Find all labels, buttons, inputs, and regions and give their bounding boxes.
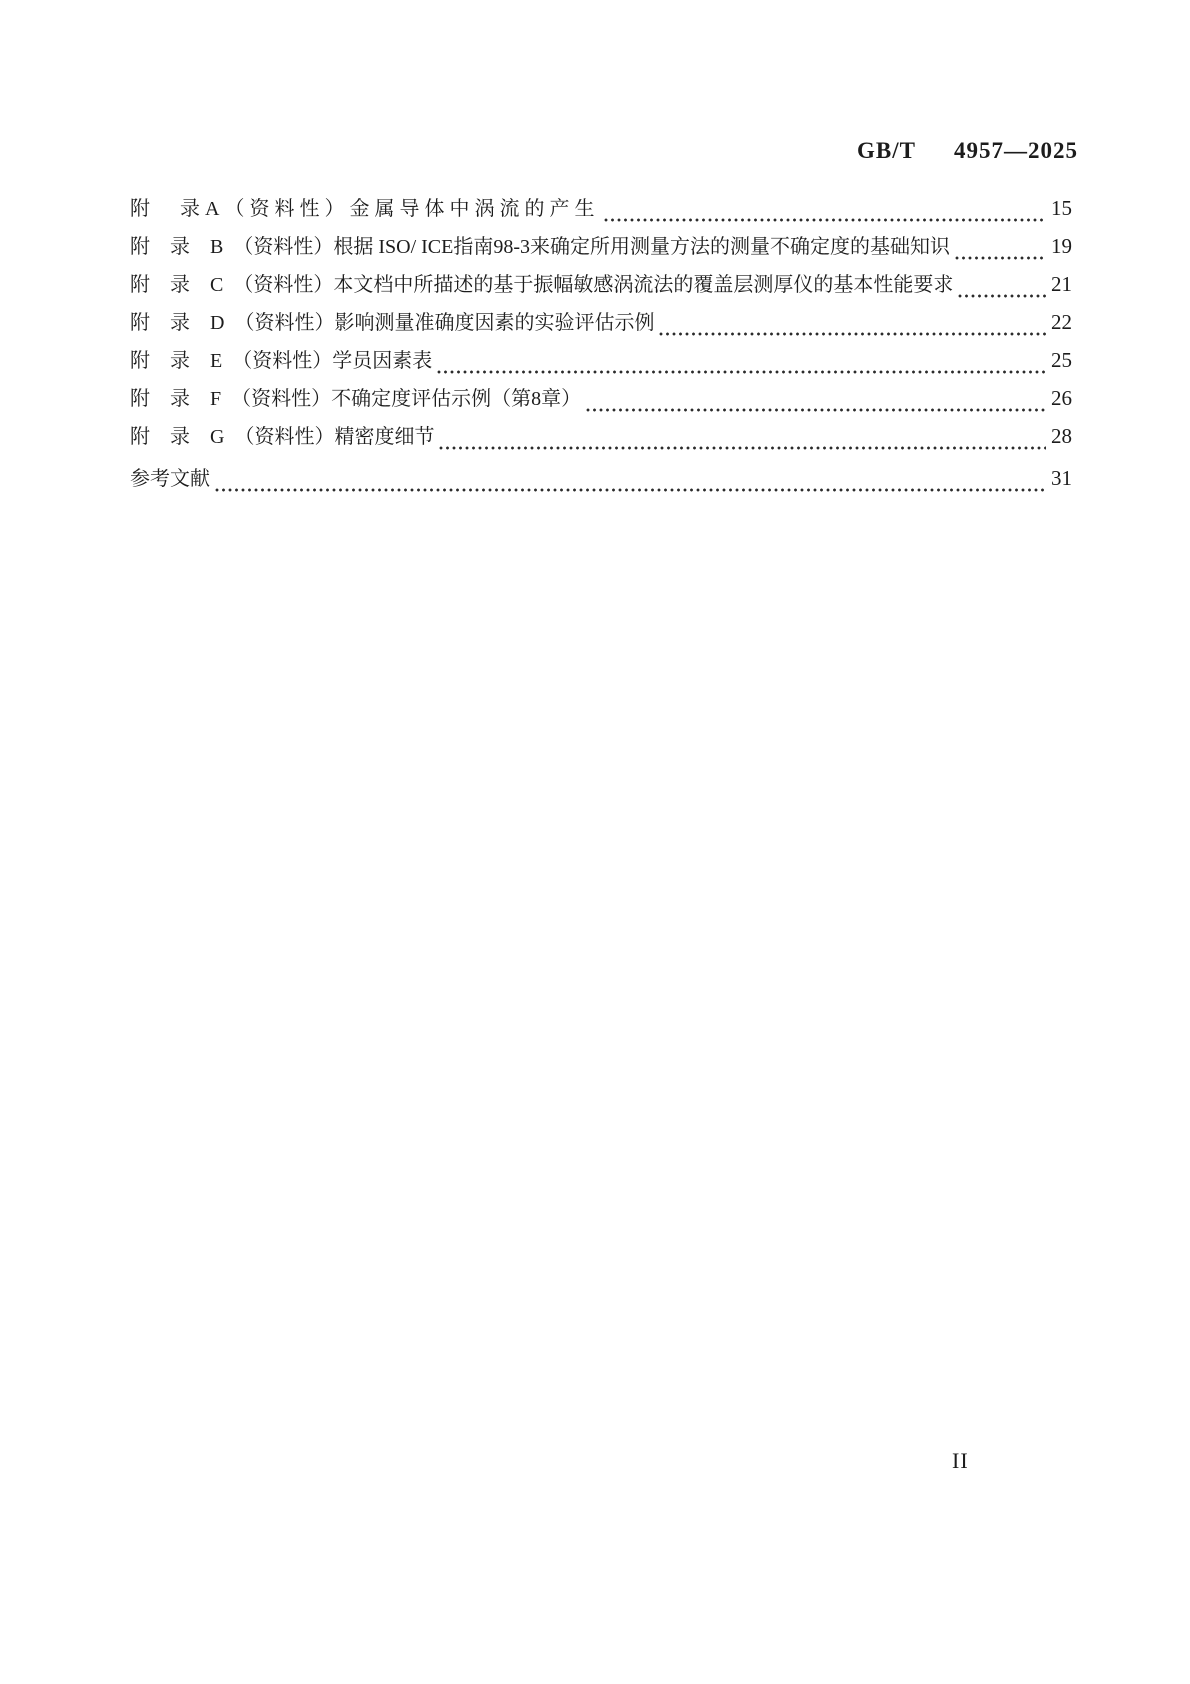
toc-entry-label: 参考文献 [130, 468, 210, 490]
toc-entry-appendix-f [130, 382, 1072, 420]
toc-entry-appendix-g [130, 420, 1072, 458]
standard-number: 4957—2025 [954, 138, 1078, 163]
toc-entry-label: 附 录 E （资料性）学员因素表 [130, 350, 433, 372]
toc-entry-appendix-e [130, 344, 1072, 382]
toc-entry-label: 附 录 C （资料性）本文档中所描述的基于振幅敏感涡流法的覆盖层测厚仪的基本性能要求 [130, 274, 954, 296]
toc-list [130, 192, 1072, 500]
toc-entry-page-number: 28 [1051, 424, 1072, 448]
toc-entry-page-number: 21 [1051, 272, 1072, 296]
dotted-leader [215, 487, 1046, 493]
toc-entry-page-number: 26 [1051, 386, 1072, 410]
toc-entry-label: 附 录 G （资料性）精密度细节 [130, 426, 435, 448]
document-header [857, 138, 1078, 164]
toc-entry-appendix-b [130, 230, 1072, 268]
toc-entry-page-number: 22 [1051, 310, 1072, 334]
toc-entry-appendix-c [130, 268, 1072, 306]
page-footer [952, 1448, 969, 1474]
toc-entry-page-number: 31 [1051, 466, 1072, 490]
toc-entry-page-number: 19 [1051, 234, 1072, 258]
dotted-leader [439, 445, 1046, 451]
standard-code: GB/T [857, 138, 916, 163]
dotted-leader [586, 407, 1046, 413]
page-number: II [952, 1448, 969, 1473]
toc-entry-appendix-d [130, 306, 1072, 344]
dotted-leader [955, 255, 1046, 261]
toc-entry-label: 附 录 D （资料性）影响测量准确度因素的实验评估示例 [130, 312, 655, 334]
toc-entry-label: 附 录A（资料性）金属导体中涡流的产生 [130, 198, 600, 220]
toc-entry-page-number: 25 [1051, 348, 1072, 372]
dotted-leader [604, 217, 1046, 223]
toc-entry-page-number: 15 [1051, 196, 1072, 220]
dotted-leader [437, 369, 1046, 375]
toc-entry-appendix-a [130, 192, 1072, 230]
toc-entry-references [130, 462, 1072, 500]
toc-entry-label: 附 录 F （资料性）不确定度评估示例（第8章） [130, 388, 582, 410]
toc-entry-label: 附 录 B （资料性）根据 ISO/ ICE指南98-3来确定所用测量方法的测量不确定度的基础知识 [130, 236, 950, 258]
dotted-leader [958, 293, 1046, 299]
dotted-leader [659, 331, 1046, 337]
